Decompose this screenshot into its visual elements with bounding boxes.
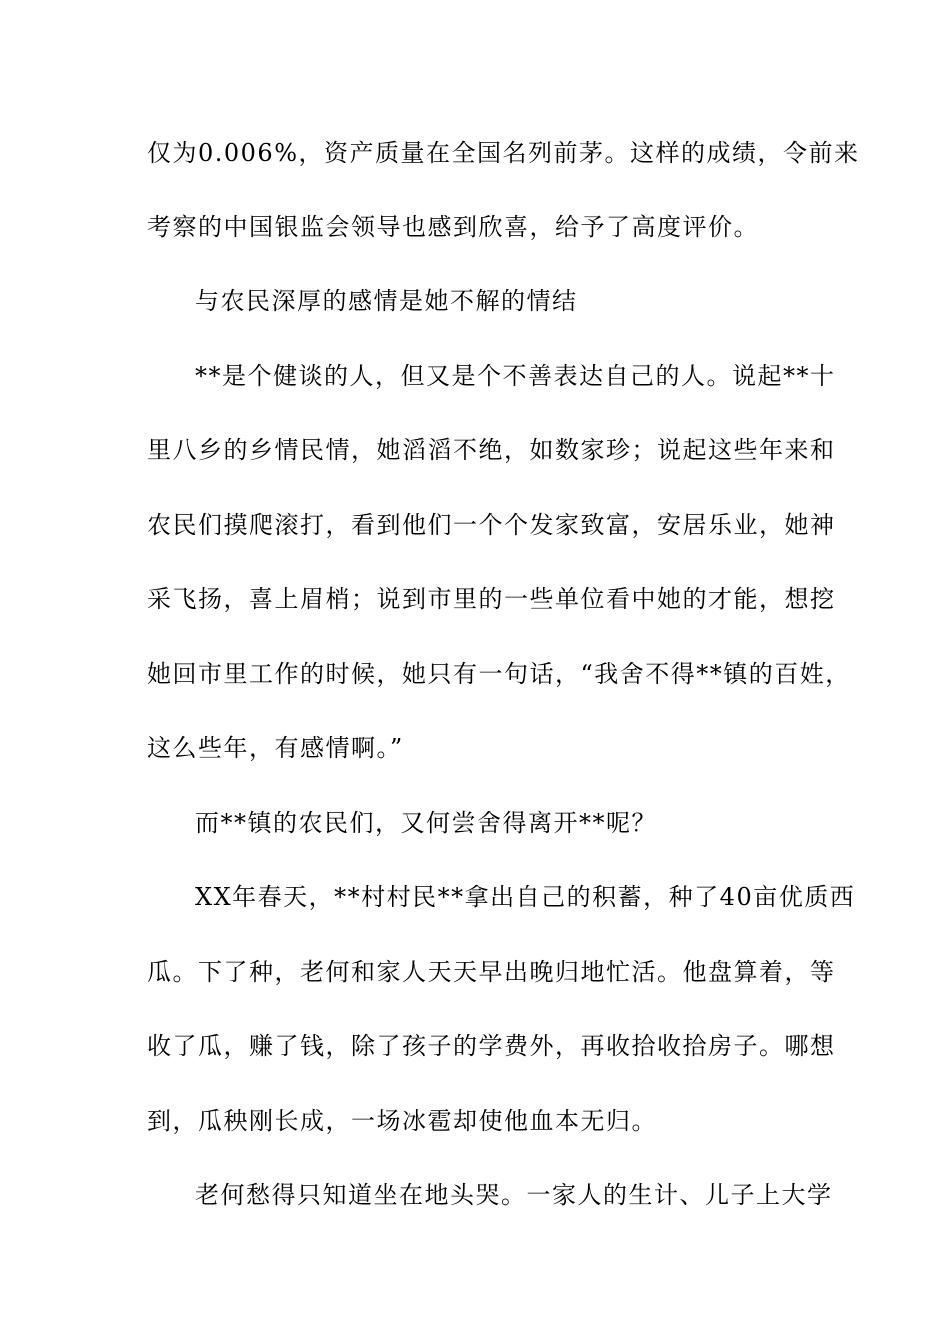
text-line: XX年春天，**村村民**拿出自己的积蓄，种了40亩优质西 — [195, 883, 856, 911]
text-line: 老何愁得只知道坐在地头哭。一家人的生计、儿子上大学 — [195, 1181, 833, 1209]
text-line: **是个健谈的人，但又是个不善表达自己的人。说起**十 — [195, 362, 836, 390]
text-line: 考察的中国银监会领导也感到欣喜，给予了高度评价。 — [147, 213, 759, 241]
text-line: 仅为0.006%，资产质量在全国名列前茅。这样的成绩，令前来 — [147, 139, 860, 167]
section-heading: 与农民深厚的感情是她不解的情结 — [195, 287, 578, 315]
text-line: 这么些年，有感情啊。” — [147, 734, 404, 762]
text-line: 而**镇的农民们，又何尝舍得离开**呢？ — [195, 809, 657, 837]
text-line: 她回市里工作的时候，她只有一句话，“我舍不得**镇的百姓， — [147, 660, 851, 688]
text-line: 瓜。下了种，老何和家人天天早出晚归地忙活。他盘算着，等 — [147, 958, 836, 986]
text-line: 里八乡的乡情民情，她滔滔不绝，如数家珍；说起这些年来和 — [147, 436, 836, 464]
text-line: 收了瓜，赚了钱，除了孩子的学费外，再收拾收拾房子。哪想 — [147, 1032, 836, 1060]
text-line: 到，瓜秧刚长成，一场冰雹却使他血本无归。 — [147, 1107, 657, 1135]
text-line: 采飞扬，喜上眉梢；说到市里的一些单位看中她的才能，想挖 — [147, 585, 836, 613]
text-line: 农民们摸爬滚打，看到他们一个个发家致富，安居乐业，她神 — [147, 511, 836, 539]
